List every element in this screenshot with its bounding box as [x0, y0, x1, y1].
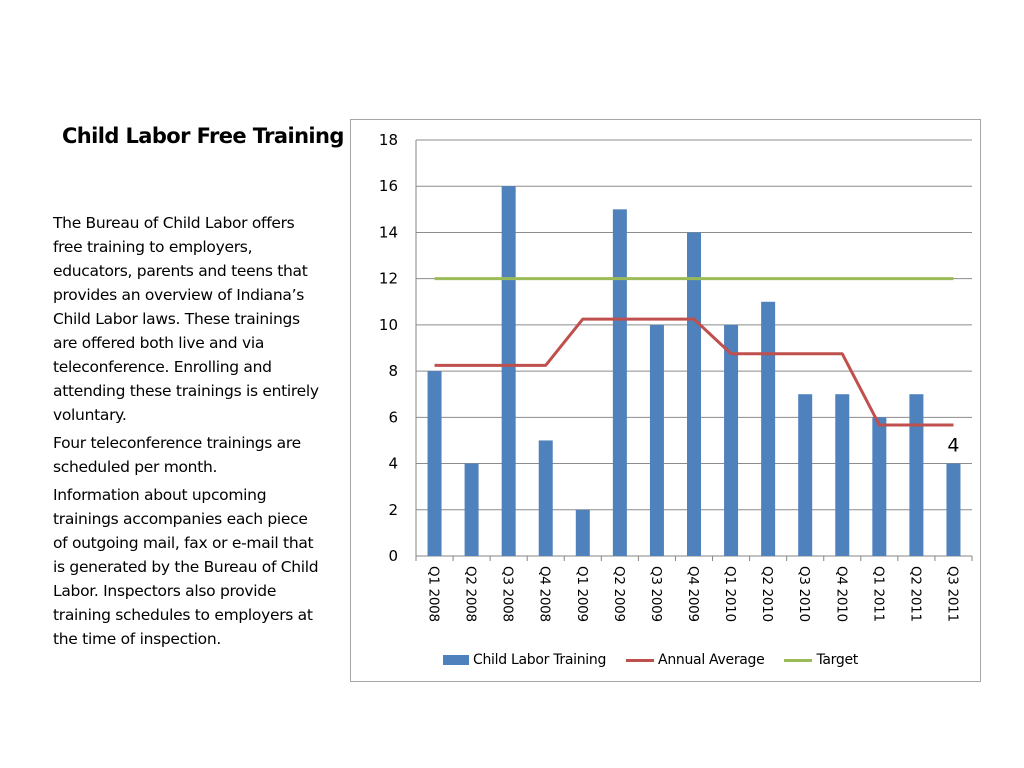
x-tick-label: Q3 2009 [647, 566, 664, 622]
legend-label-annual-average: Annual Average [658, 652, 765, 668]
bar [576, 510, 590, 556]
bar [650, 325, 664, 556]
x-tick-label: Q2 2008 [462, 566, 479, 622]
paragraph-intro: The Bureau of Child Labor offers free training to employers, educators, parents and teens that provides an overview of Indiana’s Child Labor laws. These trainings are offered both live and via teleconference. Enrolling and attending these trainings is entirely voluntary. [53, 214, 319, 424]
x-tick-label: Q3 2008 [499, 566, 516, 622]
x-tick-label: Q1 2011 [870, 566, 887, 622]
body-text [53, 211, 325, 655]
data-label: 4 [947, 434, 960, 457]
slide-title: Child Labor Free Training [62, 124, 344, 148]
chart-container [350, 119, 981, 682]
paragraph-information: Information about upcoming trainings accompanies each piece of outgoing mail, fax or e-mail that is generated by the Bureau of Child Labor. Inspectors also provide training schedules to employers at the time of inspection. [53, 486, 319, 648]
x-tick-label: Q4 2008 [536, 566, 553, 622]
y-tick-label: 0 [388, 547, 398, 565]
bar [465, 464, 479, 556]
x-tick-label: Q2 2011 [907, 566, 924, 622]
x-tick-label: Q1 2008 [425, 566, 442, 622]
bar [946, 464, 960, 556]
x-tick-label: Q3 2010 [796, 566, 813, 622]
legend-swatch-bar-icon [443, 655, 469, 665]
x-tick-label: Q3 2011 [944, 566, 961, 622]
bar [909, 394, 923, 556]
y-tick-label: 12 [378, 269, 398, 288]
bar-line-chart [351, 120, 980, 681]
chart-legend [443, 650, 878, 670]
bar [428, 371, 442, 556]
legend-label-child-labor-training: Child Labor Training [473, 652, 607, 668]
y-tick-label: 6 [388, 408, 398, 427]
y-tick-label: 18 [378, 131, 398, 149]
legend-swatch-line-icon [784, 659, 812, 662]
bar [539, 440, 553, 556]
y-tick-label: 14 [378, 223, 398, 242]
y-tick-label: 16 [378, 177, 398, 196]
legend-label-target: Target [816, 652, 858, 668]
bar [613, 209, 627, 556]
legend-item-child-labor-training [443, 652, 606, 668]
y-tick-label: 10 [378, 315, 398, 334]
bar [502, 186, 516, 556]
paragraph-teleconference: Four teleconference trainings are scheduled per month. [53, 434, 301, 476]
y-tick-label: 8 [388, 362, 398, 381]
x-tick-label: Q2 2010 [759, 566, 776, 622]
bar [687, 232, 701, 556]
x-tick-label: Q4 2009 [685, 566, 701, 622]
y-tick-label: 2 [388, 500, 398, 519]
legend-item-target [784, 652, 858, 668]
bar [724, 325, 738, 556]
bar [835, 394, 849, 556]
legend-swatch-line-icon [626, 659, 654, 662]
x-tick-label: Q1 2009 [573, 566, 590, 622]
bar [761, 302, 775, 556]
x-tick-label: Q2 2009 [610, 566, 627, 622]
bar [872, 417, 886, 556]
y-tick-label: 4 [388, 454, 398, 473]
x-tick-label: Q1 2010 [722, 566, 739, 622]
x-tick-label: Q4 2010 [833, 566, 850, 622]
legend-item-annual-average [626, 652, 764, 668]
bar [798, 394, 812, 556]
